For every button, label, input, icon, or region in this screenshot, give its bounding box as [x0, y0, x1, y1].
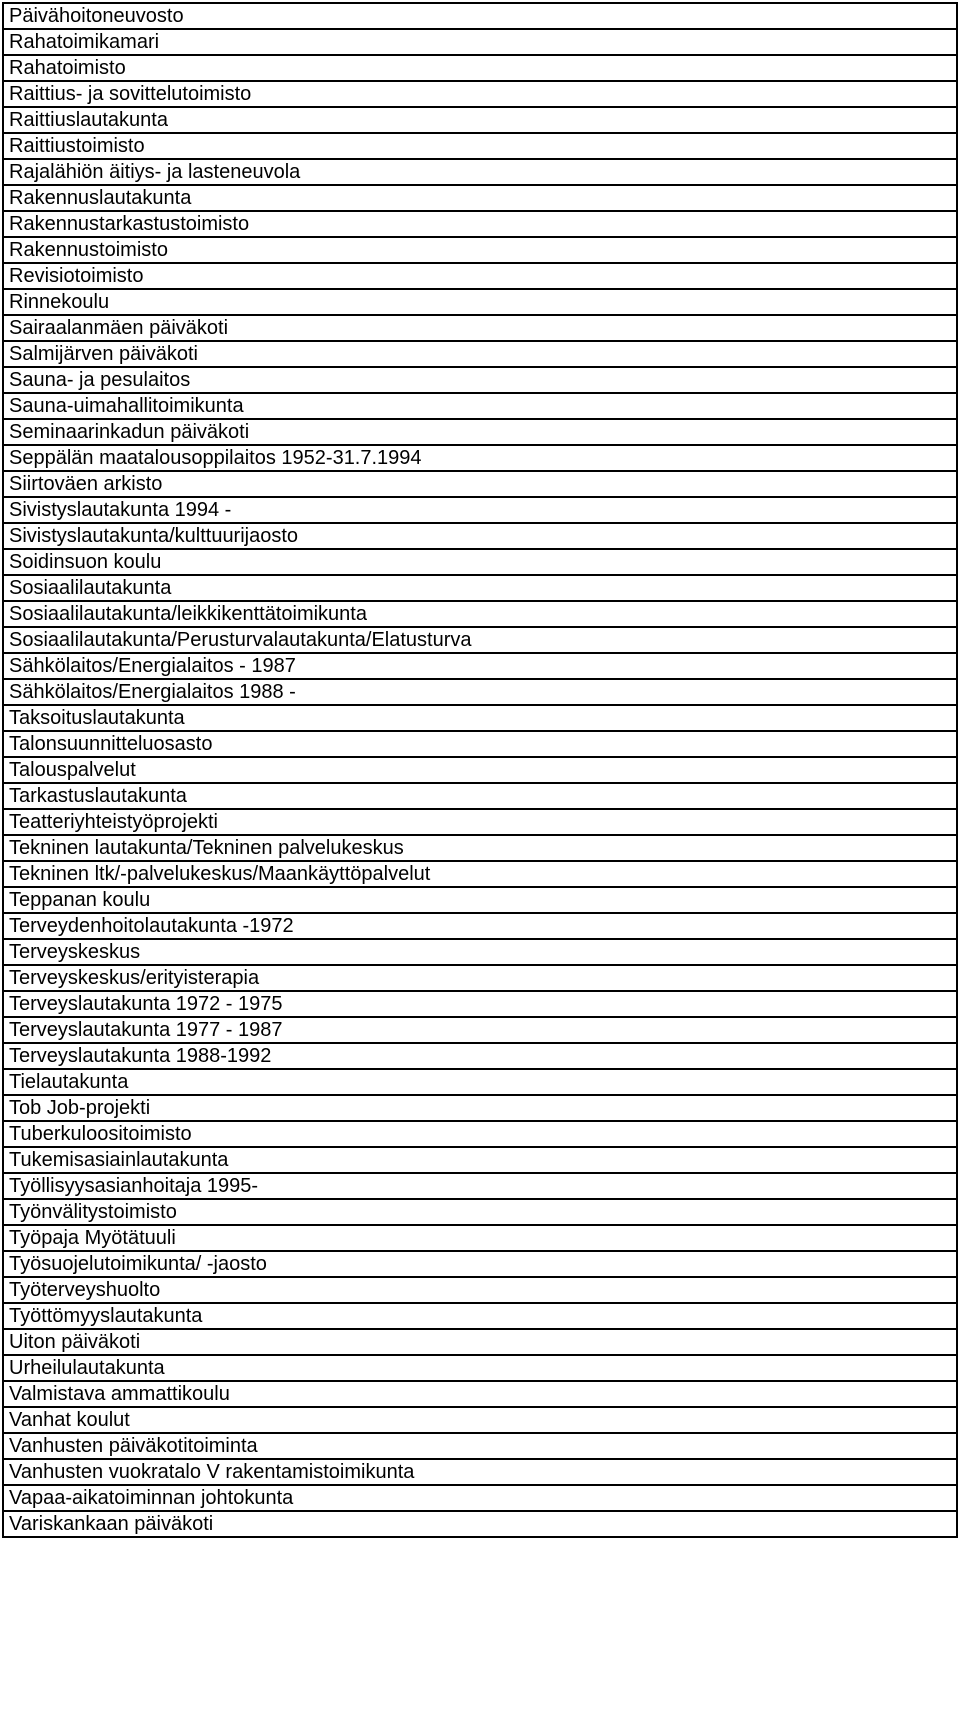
- table-row: [3, 1225, 957, 1251]
- organization-name-cell: Rahatoimikamari: [3, 29, 957, 55]
- table-row: [3, 1147, 957, 1173]
- organization-name-cell: Rahatoimisto: [3, 55, 957, 81]
- table-row: [3, 159, 957, 185]
- organization-name-cell: Rajalähiön äitiys- ja lasteneuvola: [3, 159, 957, 185]
- organization-name-cell: Soidinsuon koulu: [3, 549, 957, 575]
- organization-name-cell: Terveydenhoitolautakunta -1972: [3, 913, 957, 939]
- table-row: [3, 1121, 957, 1147]
- table-row: [3, 445, 957, 471]
- table-row: [3, 471, 957, 497]
- organization-name-cell: Taksoituslautakunta: [3, 705, 957, 731]
- table-row: [3, 497, 957, 523]
- organization-name-cell: Variskankaan päiväkoti: [3, 1511, 957, 1537]
- table-row: [3, 315, 957, 341]
- table-row: [3, 1433, 957, 1459]
- table-row: [3, 81, 957, 107]
- organization-name-cell: Sivistyslautakunta/kulttuurijaosto: [3, 523, 957, 549]
- table-row: [3, 3, 957, 29]
- organization-name-cell: Tarkastuslautakunta: [3, 783, 957, 809]
- table-row: [3, 1303, 957, 1329]
- table-row: [3, 1095, 957, 1121]
- organization-name-cell: Vapaa-aikatoiminnan johtokunta: [3, 1485, 957, 1511]
- organization-name-cell: Työterveyshuolto: [3, 1277, 957, 1303]
- organization-name-cell: Valmistava ammattikoulu: [3, 1381, 957, 1407]
- organization-name-cell: Siirtoväen arkisto: [3, 471, 957, 497]
- organization-name-cell: Sähkölaitos/Energialaitos - 1987: [3, 653, 957, 679]
- organization-name-cell: Teatteriyhteistyöprojekti: [3, 809, 957, 835]
- table-row: [3, 367, 957, 393]
- table-row: [3, 1329, 957, 1355]
- table-row: [3, 861, 957, 887]
- table-row: [3, 913, 957, 939]
- organization-name-cell: Tekninen ltk/-palvelukeskus/Maankäyttöpalvelut: [3, 861, 957, 887]
- table-row: [3, 965, 957, 991]
- table-row: [3, 1355, 957, 1381]
- table-row: [3, 1511, 957, 1537]
- table-row: [3, 211, 957, 237]
- table-row: [3, 939, 957, 965]
- table-row: [3, 679, 957, 705]
- table-row: [3, 107, 957, 133]
- organization-name-cell: Terveyskeskus/erityisterapia: [3, 965, 957, 991]
- organization-name-cell: Rakennuslautakunta: [3, 185, 957, 211]
- organization-name-cell: Tukemisasiainlautakunta: [3, 1147, 957, 1173]
- organization-name-cell: Urheilulautakunta: [3, 1355, 957, 1381]
- organization-name-cell: Tuberkuloositoimisto: [3, 1121, 957, 1147]
- table-row: [3, 341, 957, 367]
- table-row: [3, 549, 957, 575]
- organization-name-cell: Sivistyslautakunta 1994 -: [3, 497, 957, 523]
- organization-name-cell: Vanhusten vuokratalo V rakentamistoimikunta: [3, 1459, 957, 1485]
- organization-name-cell: Terveyslautakunta 1972 - 1975: [3, 991, 957, 1017]
- organization-name-cell: Revisiotoimisto: [3, 263, 957, 289]
- organization-name-cell: Talouspalvelut: [3, 757, 957, 783]
- organization-name-cell: Sauna-uimahallitoimikunta: [3, 393, 957, 419]
- table-row: [3, 289, 957, 315]
- table-row: [3, 133, 957, 159]
- organization-name-cell: Terveyslautakunta 1988-1992: [3, 1043, 957, 1069]
- organization-name-cell: Salmijärven päiväkoti: [3, 341, 957, 367]
- table-row: [3, 1277, 957, 1303]
- organization-name-cell: Työnvälitystoimisto: [3, 1199, 957, 1225]
- organization-name-cell: Työpaja Myötätuuli: [3, 1225, 957, 1251]
- table-row: [3, 757, 957, 783]
- organization-name-cell: Teppanan koulu: [3, 887, 957, 913]
- organization-name-cell: Raittius- ja sovittelutoimisto: [3, 81, 957, 107]
- organization-name-cell: Työllisyysasianhoitaja 1995-: [3, 1173, 957, 1199]
- table-row: [3, 783, 957, 809]
- table-row: [3, 1485, 957, 1511]
- table-row: [3, 887, 957, 913]
- organization-name-cell: Rakennustarkastustoimisto: [3, 211, 957, 237]
- table-row: [3, 601, 957, 627]
- organization-name-cell: Talonsuunnitteluosasto: [3, 731, 957, 757]
- organization-name-cell: Vanhusten päiväkotitoiminta: [3, 1433, 957, 1459]
- organization-name-cell: Sairaalanmäen päiväkoti: [3, 315, 957, 341]
- organization-name-cell: Tielautakunta: [3, 1069, 957, 1095]
- organization-name-cell: Vanhat koulut: [3, 1407, 957, 1433]
- table-row: [3, 991, 957, 1017]
- organization-list-table: [2, 2, 958, 1538]
- table-row: [3, 627, 957, 653]
- table-row: [3, 575, 957, 601]
- table-row: [3, 29, 957, 55]
- table-row: [3, 1381, 957, 1407]
- organization-name-cell: Tob Job-projekti: [3, 1095, 957, 1121]
- organization-name-cell: Työttömyyslautakunta: [3, 1303, 957, 1329]
- table-row: [3, 185, 957, 211]
- organization-name-cell: Sauna- ja pesulaitos: [3, 367, 957, 393]
- organization-name-cell: Terveyslautakunta 1977 - 1987: [3, 1017, 957, 1043]
- organization-name-cell: Seminaarinkadun päiväkoti: [3, 419, 957, 445]
- organization-name-cell: Tekninen lautakunta/Tekninen palvelukeskus: [3, 835, 957, 861]
- table-row: [3, 653, 957, 679]
- organization-name-cell: Työsuojelutoimikunta/ -jaosto: [3, 1251, 957, 1277]
- organization-name-cell: Sähkölaitos/Energialaitos 1988 -: [3, 679, 957, 705]
- organization-name-cell: Terveyskeskus: [3, 939, 957, 965]
- organization-name-cell: Sosiaalilautakunta/Perusturvalautakunta/Elatusturva: [3, 627, 957, 653]
- table-body: [3, 3, 957, 1537]
- table-row: [3, 1199, 957, 1225]
- table-row: [3, 1043, 957, 1069]
- organization-name-cell: Päivähoitoneuvosto: [3, 3, 957, 29]
- table-row: [3, 1251, 957, 1277]
- table-row: [3, 835, 957, 861]
- table-row: [3, 809, 957, 835]
- table-row: [3, 523, 957, 549]
- organization-name-cell: Seppälän maatalousoppilaitos 1952-31.7.1994: [3, 445, 957, 471]
- organization-name-cell: Sosiaalilautakunta/leikkikenttätoimikunta: [3, 601, 957, 627]
- table-row: [3, 55, 957, 81]
- table-row: [3, 705, 957, 731]
- organization-name-cell: Raittiuslautakunta: [3, 107, 957, 133]
- table-row: [3, 263, 957, 289]
- table-row: [3, 1173, 957, 1199]
- table-row: [3, 237, 957, 263]
- organization-name-cell: Raittiustoimisto: [3, 133, 957, 159]
- table-row: [3, 1017, 957, 1043]
- table-row: [3, 1459, 957, 1485]
- table-row: [3, 731, 957, 757]
- organization-name-cell: Rinnekoulu: [3, 289, 957, 315]
- table-row: [3, 1407, 957, 1433]
- table-row: [3, 1069, 957, 1095]
- table-row: [3, 393, 957, 419]
- organization-name-cell: Sosiaalilautakunta: [3, 575, 957, 601]
- organization-name-cell: Uiton päiväkoti: [3, 1329, 957, 1355]
- organization-name-cell: Rakennustoimisto: [3, 237, 957, 263]
- table-row: [3, 419, 957, 445]
